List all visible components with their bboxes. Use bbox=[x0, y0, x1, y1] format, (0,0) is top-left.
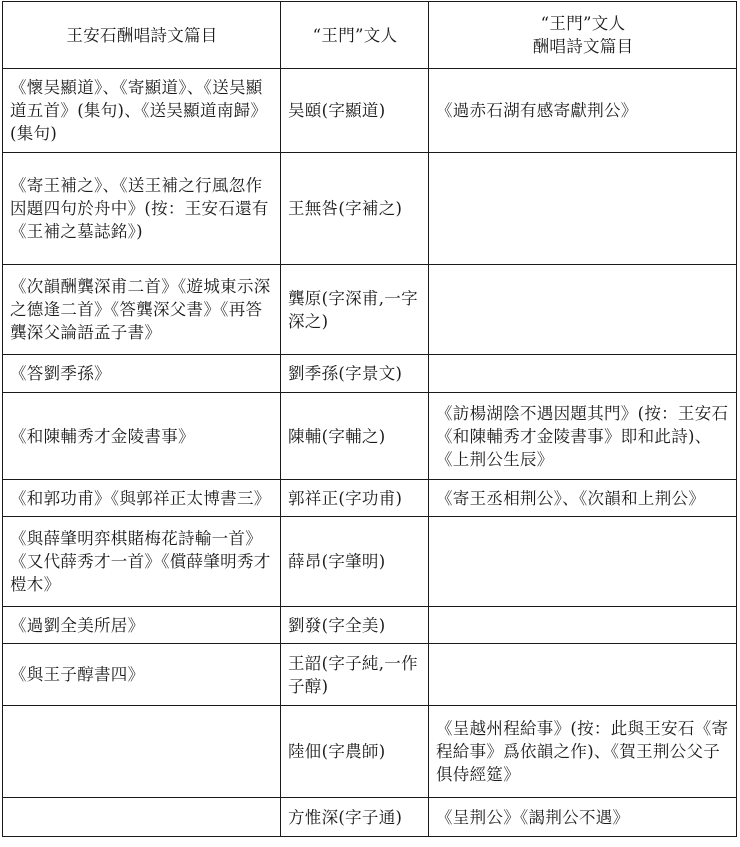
table-row bbox=[3, 69, 737, 153]
header-wangmen-works-line-2: 酬唱詩文篇目 bbox=[532, 37, 634, 56]
cell-wang-works: 《和郭功甫》《與郭祥正太博書三》 bbox=[3, 480, 281, 517]
cell-person: 薛昂(字肇明) bbox=[281, 517, 429, 607]
cell-wang-works: 《與王子醇書四》 bbox=[3, 644, 281, 706]
cell-person-works bbox=[429, 153, 737, 265]
table-header-row bbox=[3, 2, 737, 69]
table-row bbox=[3, 265, 737, 355]
header-wang-works bbox=[3, 2, 281, 69]
header-wang-works-line: 王安石酬唱詩文篇目 bbox=[66, 25, 218, 45]
table-row bbox=[3, 798, 737, 837]
cell-wang-works: 《寄王補之》、《送王補之行風忽作因題四句於舟中》(按：王安石還有《王補之墓誌銘》) bbox=[3, 153, 281, 265]
cell-wang-works: 《和陳輔秀才金陵書事》 bbox=[3, 393, 281, 480]
cell-person-works: 《呈荆公》《謁荆公不遇》 bbox=[429, 798, 737, 837]
cell-person: 吴頤(字顯道) bbox=[281, 69, 429, 153]
cell-person-works bbox=[429, 517, 737, 607]
cell-person: 郭祥正(字功甫) bbox=[281, 480, 429, 517]
cell-wang-works: 《答劉季孫》 bbox=[3, 355, 281, 393]
header-wangmen-person-line: “王門”文人 bbox=[312, 25, 398, 45]
cell-person: 劉季孫(字景文) bbox=[281, 355, 429, 393]
cell-wang-works: 《過劉全美所居》 bbox=[3, 607, 281, 644]
cell-person-works: 《呈越州程給事》(按：此與王安石《寄程給事》爲依韻之作)、《賀王荆公父子俱侍經筵》 bbox=[429, 706, 737, 798]
cell-person-works bbox=[429, 644, 737, 706]
cell-person: 方惟深(字子通) bbox=[281, 798, 429, 837]
cell-person: 王無咎(字補之) bbox=[281, 153, 429, 265]
header-wangmen-works bbox=[429, 2, 737, 69]
cell-wang-works bbox=[3, 706, 281, 798]
table-row bbox=[3, 480, 737, 517]
poetry-exchange-table bbox=[2, 1, 737, 837]
cell-person-works bbox=[429, 265, 737, 355]
cell-person-works bbox=[429, 607, 737, 644]
header-wangmen-person bbox=[281, 2, 429, 69]
cell-wang-works: 《次韻酬龔深甫二首》《遊城東示深之德逢二首》《答龔深父書》《再答龔深父論語孟子書》 bbox=[3, 265, 281, 355]
table-row bbox=[3, 393, 737, 480]
header-wangmen-works-line-1: “王門”文人 bbox=[540, 14, 626, 33]
cell-wang-works: 《與薛肇明弈棋賭梅花詩輸一首》《又代薛秀才一首》《償薛肇明秀才榿木》 bbox=[3, 517, 281, 607]
table-row bbox=[3, 517, 737, 607]
cell-person: 劉發(字全美) bbox=[281, 607, 429, 644]
cell-person-works: 《過赤石湖有感寄獻荆公》 bbox=[429, 69, 737, 153]
table-row bbox=[3, 607, 737, 644]
cell-person: 王韶(字子純,一作子醇) bbox=[281, 644, 429, 706]
table-row bbox=[3, 153, 737, 265]
table-row bbox=[3, 644, 737, 706]
table-row bbox=[3, 355, 737, 393]
cell-person: 陳輔(字輔之) bbox=[281, 393, 429, 480]
cell-wang-works: 《懷吴顯道》、《寄顯道》、《送吴顯道五首》(集句)、《送吴顯道南歸》(集句) bbox=[3, 69, 281, 153]
cell-person-works: 《訪楊湖陰不遇因題其門》(按：王安石《和陳輔秀才金陵書事》即和此詩)、《上荆公生辰》 bbox=[429, 393, 737, 480]
table-row bbox=[3, 706, 737, 798]
cell-person-works bbox=[429, 355, 737, 393]
cell-person: 龔原(字深甫,一字深之) bbox=[281, 265, 429, 355]
cell-person-works: 《寄王丞相荆公》、《次韻和上荆公》 bbox=[429, 480, 737, 517]
cell-wang-works bbox=[3, 798, 281, 837]
cell-person: 陸佃(字農師) bbox=[281, 706, 429, 798]
